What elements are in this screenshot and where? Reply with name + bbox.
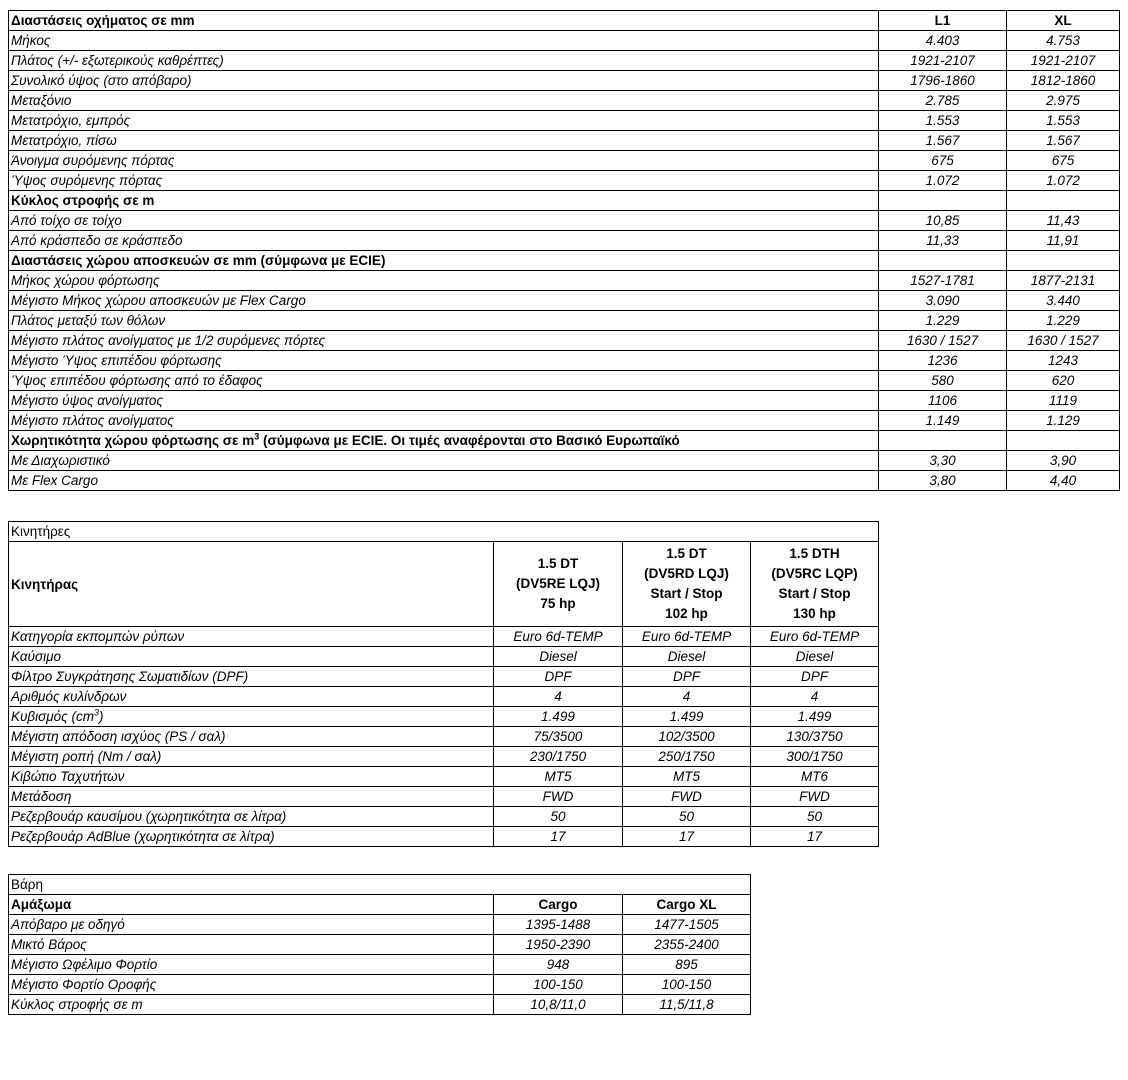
value-cargo-xl: 11,5/11,8 [623,995,751,1015]
value-l1: 1527-1781 [879,271,1007,291]
engine-1-value: FWD [494,787,623,807]
engine-2-value: DPF [623,667,751,687]
value-cargo: 1395-1488 [494,915,623,935]
displacement-label: Κυβισμός (cm [11,709,94,724]
cargo-dimensions-section-label: Διαστάσεις χώρου αποσκευών σε mm (σύμφωνα με ECIE) [9,251,879,271]
engine-1-value: 1.499 [494,707,623,727]
table-row [9,955,751,975]
engine-3-power: 130 hp [793,606,836,621]
dimensions-header-label: Διαστάσεις οχήματος σε mm [9,11,879,31]
engine-3-value: FWD [751,787,879,807]
value-l1: 1921-2107 [879,51,1007,71]
value-l1: 3,30 [879,451,1007,471]
value-cargo: 10,8/11,0 [494,995,623,1015]
displacement-sup: 3 [94,707,100,718]
value-l1: 2.785 [879,91,1007,111]
value-cargo-xl: 100-150 [623,975,751,995]
row-label: Ύψος συρόμενης πόρτας [9,171,879,191]
value-cargo-xl: 1477-1505 [623,915,751,935]
table-row [9,827,879,847]
engine-1-value: MT5 [494,767,623,787]
row-label: Ύψος επιπέδου φόρτωσης από το έδαφος [9,371,879,391]
value-l1: 1.149 [879,411,1007,431]
value-xl: 675 [1007,151,1120,171]
value-l1: 1630 / 1527 [879,331,1007,351]
engines-title: Κινητήρες [9,522,879,542]
cargo-dimensions-section [9,251,1120,271]
value-l1: 3,80 [879,471,1007,491]
row-label: Κύκλος στροφής σε m [9,995,494,1015]
row-label: Φίλτρο Συγκράτησης Σωματιδίων (DPF) [9,667,494,687]
volume-header-sup: 3 [254,431,260,442]
engine-3-value: MT6 [751,767,879,787]
col-xl-header: XL [1007,11,1120,31]
table-row [9,311,1120,331]
table-row [9,767,879,787]
value-l1: 10,85 [879,211,1007,231]
table-row [9,807,879,827]
table-row [9,111,1120,131]
row-label: Από κράσπεδο σε κράσπεδο [9,231,879,251]
value-cargo: 100-150 [494,975,623,995]
engine-1-value: 17 [494,827,623,847]
engine-3-value: 50 [751,807,879,827]
table-row [9,627,879,647]
weights-header-row [9,895,751,915]
row-label: Μικτό Βάρος [9,935,494,955]
weights-title: Βάρη [9,875,751,895]
row-label: Απόβαρο με οδηγό [9,915,494,935]
engine-2-startstop: Start / Stop [650,586,723,601]
weights-table [8,874,751,1015]
value-xl: 1.129 [1007,411,1120,431]
table-row [9,647,879,667]
table-row [9,391,1120,411]
value-l1: 1.567 [879,131,1007,151]
row-label: Μέγιστη ροπή (Nm / σαλ) [9,747,494,767]
engine-2-value: FWD [623,787,751,807]
table-row [9,471,1120,491]
engine-3-code: (DV5RC LQP) [771,566,858,581]
row-label: Μετάδοση [9,787,494,807]
row-label: Μέγιστο Μήκος χώρου αποσκευών με Flex Cargo [9,291,879,311]
value-l1: 11,33 [879,231,1007,251]
engine-3-value: DPF [751,667,879,687]
value-xl: 1.229 [1007,311,1120,331]
engine-3-value: Diesel [751,647,879,667]
engine-1-value: 230/1750 [494,747,623,767]
value-xl: 4,40 [1007,471,1120,491]
engine-2-code: (DV5RD LQJ) [644,566,729,581]
value-xl: 1921-2107 [1007,51,1120,71]
value-xl: 4.753 [1007,31,1120,51]
table-row [9,211,1120,231]
row-label: Μέγιστο πλάτος ανοίγματος με 1/2 συρόμενες πόρτες [9,331,879,351]
value-xl: 1.567 [1007,131,1120,151]
engine-3-value: 1.499 [751,707,879,727]
col-l1-header: L1 [879,11,1007,31]
empty-cell [1007,251,1120,271]
value-cargo: 1950-2390 [494,935,623,955]
value-xl: 1.072 [1007,171,1120,191]
row-label: Πλάτος (+/- εξωτερικούς καθρέπτες) [9,51,879,71]
table-row [9,707,879,727]
row-label: Άνοιγμα συρόμενης πόρτας [9,151,879,171]
value-cargo-xl: 895 [623,955,751,975]
row-label: Μήκος χώρου φόρτωσης [9,271,879,291]
table-row [9,171,1120,191]
row-label: Συνολικό ύψος (στο απόβαρο) [9,71,879,91]
table-row [9,451,1120,471]
row-label: Μέγιστο Φορτίο Οροφής [9,975,494,995]
turning-circle-section [9,191,1120,211]
engine-2-name: 1.5 DT [666,546,707,561]
engine-1-value: 50 [494,807,623,827]
value-l1: 1106 [879,391,1007,411]
value-xl: 1119 [1007,391,1120,411]
row-label: Μετατρόχιο, εμπρός [9,111,879,131]
row-label: Μέγιστο Ύψος επιπέδου φόρτωσης [9,351,879,371]
table-row [9,787,879,807]
engine-2-value: 250/1750 [623,747,751,767]
value-l1: 675 [879,151,1007,171]
value-l1: 3.090 [879,291,1007,311]
cargo-volume-section [9,431,1120,451]
engine-3-value: 130/3750 [751,727,879,747]
table-row [9,747,879,767]
table-row [9,31,1120,51]
engine-1-value: Diesel [494,647,623,667]
row-label: Μέγιστο πλάτος ανοίγματος [9,411,879,431]
engine-1-value: DPF [494,667,623,687]
value-l1: 1796-1860 [879,71,1007,91]
engine-1-value: 4 [494,687,623,707]
engine-1-value: 75/3500 [494,727,623,747]
table-row [9,351,1120,371]
value-cargo-xl: 2355-2400 [623,935,751,955]
engine-2-power: 102 hp [665,606,708,621]
row-label: Ρεζερβουάρ καυσίμου (χωρητικότητα σε λίτρα) [9,807,494,827]
row-label: Αριθμός κυλίνδρων [9,687,494,707]
engine-col-3 [751,542,879,627]
value-l1: 4.403 [879,31,1007,51]
table-row [9,331,1120,351]
row-label: Με Διαχωριστικό [9,451,879,471]
engine-3-value: 300/1750 [751,747,879,767]
engines-table [8,521,879,847]
engine-2-value: 1.499 [623,707,751,727]
engine-2-value: Euro 6d-TEMP [623,627,751,647]
dimensions-header-row [9,11,1120,31]
value-xl: 1877-2131 [1007,271,1120,291]
engines-header-row [9,542,879,627]
empty-cell [879,191,1007,211]
table-row [9,71,1120,91]
value-xl: 2.975 [1007,91,1120,111]
table-row [9,131,1120,151]
row-label: Πλάτος μεταξύ των θόλων [9,311,879,331]
engine-3-value: Euro 6d-TEMP [751,627,879,647]
value-l1: 580 [879,371,1007,391]
table-row [9,91,1120,111]
body-label: Αμάξωμα [9,895,494,915]
engine-1-name: 1.5 DT [537,556,579,571]
weights-title-row [9,875,751,895]
engine-2-value: 50 [623,807,751,827]
engine-1-code: (DV5RE LQJ) [515,576,600,591]
table-row [9,151,1120,171]
value-xl: 1812-1860 [1007,71,1120,91]
table-row [9,935,751,955]
value-xl: 1630 / 1527 [1007,331,1120,351]
table-row [9,231,1120,251]
row-label: Κατηγορία εκπομπών ρύπων [9,627,494,647]
row-label: Μετατρόχιο, πίσω [9,131,879,151]
table-row [9,411,1120,431]
table-row [9,51,1120,71]
row-label [9,707,494,727]
table-row [9,271,1120,291]
empty-cell [879,251,1007,271]
row-label: Μέγιστο Ωφέλιμο Φορτίο [9,955,494,975]
table-row [9,371,1120,391]
empty-cell [879,431,1007,451]
volume-header-text: Χωρητικότητα χώρου φόρτωσης σε m [11,433,255,448]
value-l1: 1.229 [879,311,1007,331]
table-row [9,975,751,995]
engine-col-1 [494,542,623,627]
row-label: Με Flex Cargo [9,471,879,491]
col-cargo-header: Cargo [494,895,623,915]
table-row [9,995,751,1015]
row-label: Ρεζερβουάρ AdBlue (χωρητικότητα σε λίτρα) [9,827,494,847]
turning-circle-section-label: Κύκλος στροφής σε m [9,191,879,211]
volume-header-note: (σύμφωνα με ECIE. Οι τιμές αναφέρονται στο Βασικό Ευρωπαϊκό [259,433,680,448]
engine-2-value: 17 [623,827,751,847]
engine-2-value: MT5 [623,767,751,787]
value-xl: 11,91 [1007,231,1120,251]
table-row [9,291,1120,311]
value-xl: 1.553 [1007,111,1120,131]
engine-col-2 [623,542,751,627]
table-row [9,667,879,687]
cargo-volume-section-label [9,431,879,451]
row-label: Μέγιστο ύψος ανοίγματος [9,391,879,411]
empty-cell [1007,431,1120,451]
value-cargo: 948 [494,955,623,975]
engine-3-name: 1.5 DTH [789,546,840,561]
col-cargo-xl-header: Cargo XL [623,895,751,915]
value-l1: 1.553 [879,111,1007,131]
value-xl: 11,43 [1007,211,1120,231]
value-l1: 1.072 [879,171,1007,191]
table-row [9,915,751,935]
displacement-close: ) [99,709,104,724]
engine-3-value: 17 [751,827,879,847]
value-xl: 620 [1007,371,1120,391]
engine-label: Κινητήρας [9,542,494,627]
row-label: Μήκος [9,31,879,51]
engine-1-power: 75 hp [540,596,576,611]
value-xl: 1243 [1007,351,1120,371]
value-xl: 3,90 [1007,451,1120,471]
row-label: Μέγιστη απόδοση ισχύος (PS / σαλ) [9,727,494,747]
engine-3-startstop: Start / Stop [778,586,851,601]
value-l1: 1236 [879,351,1007,371]
engine-2-value: 102/3500 [623,727,751,747]
table-row [9,687,879,707]
engine-1-value: Euro 6d-TEMP [494,627,623,647]
value-xl: 3.440 [1007,291,1120,311]
engines-title-row [9,522,879,542]
engine-3-value: 4 [751,687,879,707]
empty-cell [1007,191,1120,211]
engine-2-value: 4 [623,687,751,707]
row-label: Κιβώτιο Ταχυτήτων [9,767,494,787]
table-row [9,727,879,747]
dimensions-table [8,10,1120,491]
row-label: Από τοίχο σε τοίχο [9,211,879,231]
row-label: Μεταξόνιο [9,91,879,111]
row-label: Καύσιμο [9,647,494,667]
engine-2-value: Diesel [623,647,751,667]
